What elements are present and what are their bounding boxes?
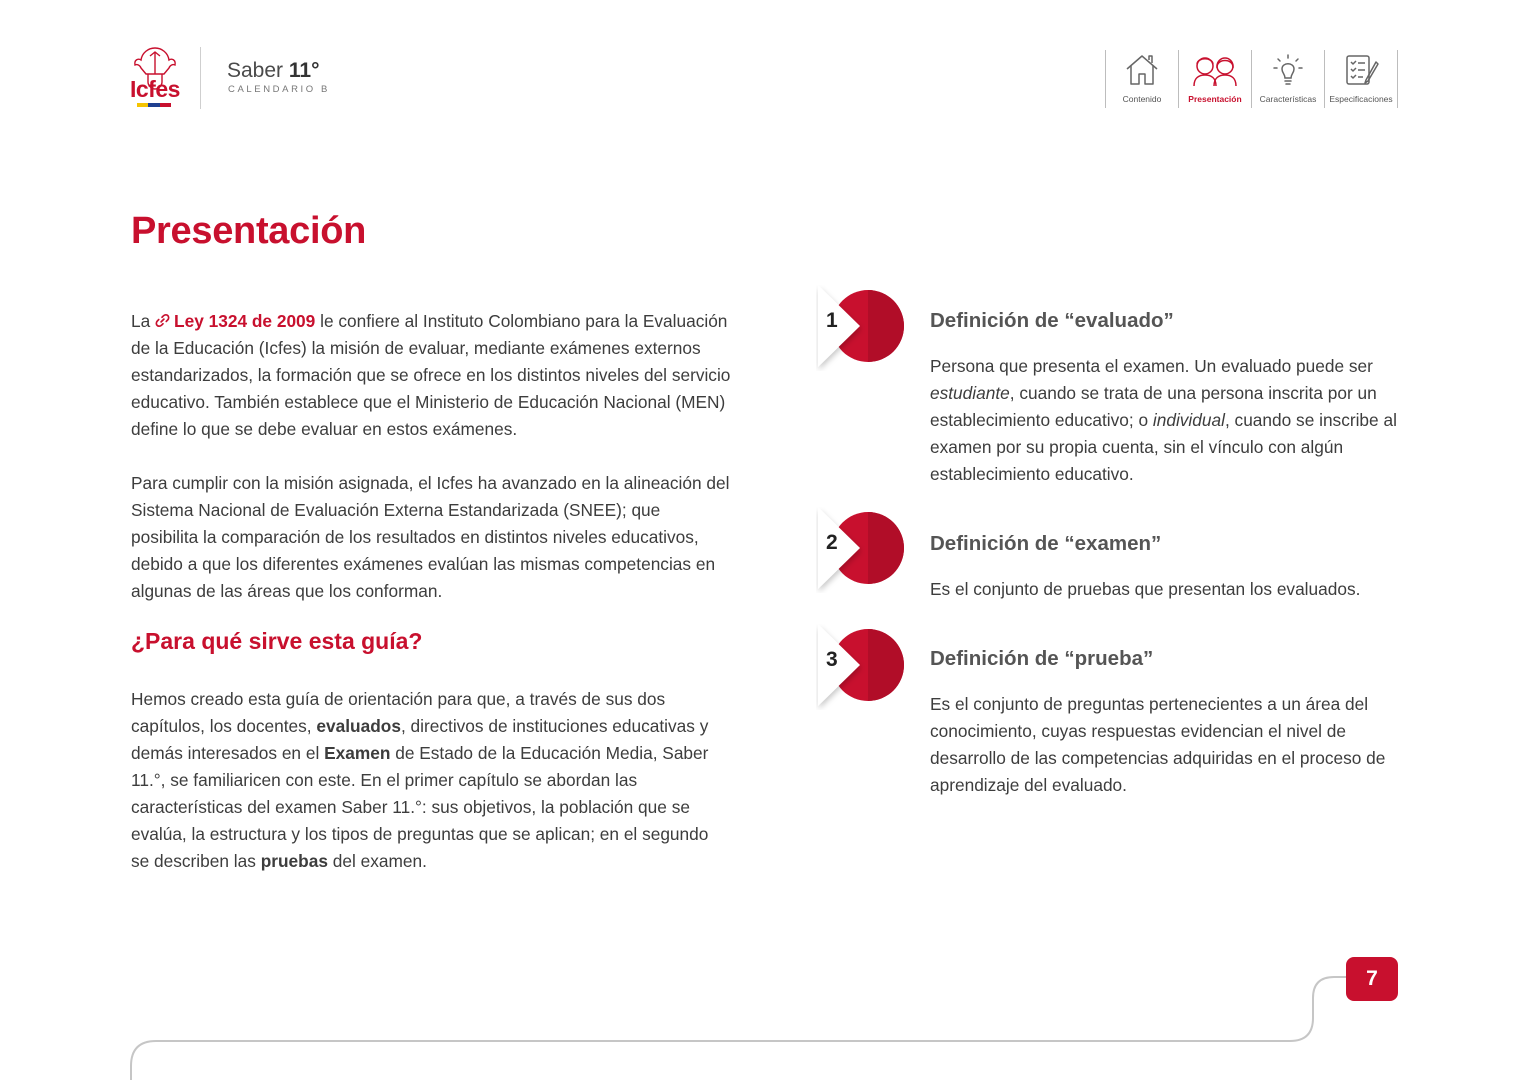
def1-t5: , cuando se inscribe al examen por su propia cuenta, sin el vínculo con algún establecimiento educativo. (930, 410, 1397, 484)
logo-text: Icfes (130, 76, 180, 102)
second-paragraph: Para cumplir con la misión asignada, el Icfes ha avanzado en la alineación del Sistema Nacional de Evaluación Externa Estandarizada (SNEE); que posibilita la comparación de los resultados en distintos niveles educativos, debido a que los diferentes exámenes evalúan las mismas competencias en algunas de las áreas que los conforman. (131, 473, 730, 601)
p3-g: del examen. (332, 851, 427, 871)
nav-label-contenido: Contenido (1122, 94, 1162, 104)
p3-c: , directivos de instituciones educativas y demás interesados en el (131, 716, 709, 763)
brand-title-main: Saber (227, 59, 284, 82)
p3-e: de Estado de la Educación Media, Saber 11.°, se familiaricen con este. En el primer capítulo se abordan las características del examen Saber 11.°: sus objetivos, la población que se evalúa, la estructura y los tipos de preguntas que se aplican; en el segundo se describen las (131, 743, 709, 871)
nav-label-especificaciones: Especificaciones (1329, 94, 1393, 104)
p3-bold-evaluados: evaluados (316, 716, 401, 736)
law-link-label: Ley 1324 de 2009 (174, 311, 316, 331)
definition-text-prueba: Es el conjunto de preguntas pertenecientes a un área del conocimiento, cuyas respuestas evidencian el nivel de desarrollo de las competencias adquiridas en el proceso de aprendizaje del evaluado. (930, 694, 1386, 795)
nav-label-caracteristicas: Características (1259, 94, 1317, 104)
page-number: 7 (1346, 957, 1398, 1001)
definition-text-examen: Es el conjunto de pruebas que presentan los evaluados. (930, 579, 1361, 599)
definition-number: 3 (826, 648, 838, 671)
p3-a: Hemos creado esta guía de orientación para que, a través de sus dos capítulos, los docentes, (131, 689, 666, 736)
definition-number: 2 (826, 531, 838, 554)
page-title: Presentación (131, 210, 367, 252)
p1-pre: La (131, 311, 151, 331)
definition-title-prueba: Definición de “prueba” (930, 647, 1154, 670)
brand-title-bold: 11° (288, 59, 320, 82)
def1-italic-estudiante: estudiante (930, 383, 1010, 403)
p1-post: le confiere al Instituto Colombiano para la Evaluación de la Educación (Icfes) la misión de evaluar, mediante exámenes externos estandarizados, la formación que se ofrece en los distintos niveles del servicio educativo. También establece que el Ministerio de Educación Nacional (MEN) define lo que se debe evaluar en estos exámenes. (131, 311, 731, 439)
brand-subtitle: CALENDARIO B (228, 84, 330, 95)
section-subtitle: ¿Para qué sirve esta guía? (131, 628, 423, 654)
nav-label-presentacion: Presentación (1188, 94, 1242, 104)
p3-bold-pruebas: pruebas (260, 851, 328, 871)
p3-bold-examen: Examen (324, 743, 391, 763)
definition-number: 1 (826, 309, 838, 332)
def1-t1: Persona que presenta el examen. Un evaluado puede ser (930, 356, 1373, 376)
def1-italic-individual: individual (1152, 410, 1225, 430)
definition-title-evaluado: Definición de “evaluado” (930, 309, 1174, 332)
def1-t3: , cuando se trata de una persona inscrita por un establecimiento educativo; o (930, 383, 1377, 430)
definition-title-examen: Definición de “examen” (930, 532, 1162, 555)
